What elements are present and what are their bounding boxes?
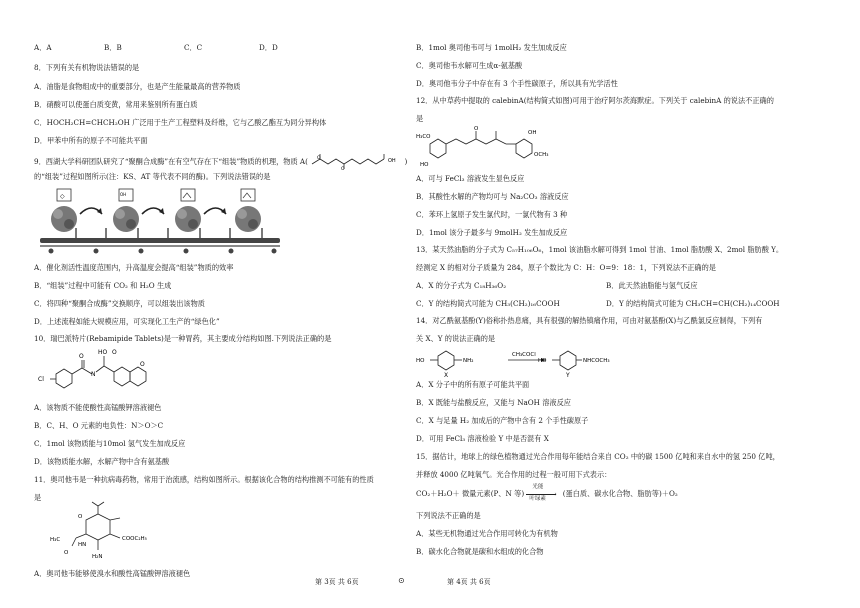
q14-stem: 14．对乙酰氨基酚(Y)俗称扑热息痛，具有很强的解热镇痛作用，可由对氨基酚(X)与乙酰氯反应制得，下列有 bbox=[416, 316, 763, 325]
q11-hn-label: HN bbox=[78, 542, 87, 548]
q13-option-b: B．此天然油脂能与氢气反应 bbox=[606, 281, 698, 290]
cluster1-label: ◇ bbox=[60, 193, 65, 200]
q10-o-label-3: O bbox=[140, 361, 145, 368]
q15-equation bbox=[416, 484, 678, 505]
q10-nh-label: N bbox=[91, 371, 96, 378]
page-footer-right: 第 4页 共 6页 bbox=[447, 578, 491, 586]
q15-option-b: B．碳水化合物就是碳和水组成的化合物 bbox=[416, 547, 544, 556]
q11-stem: 11．奥司他韦是一种抗病毒药物，常用于治流感，结构如图所示。根据该化合物的结构推测不可能有的性质 bbox=[34, 475, 374, 484]
q11-o-label-2: O bbox=[64, 550, 69, 556]
q10-cl-label: Cl bbox=[38, 376, 44, 383]
q12-option-d: D．1mol 该分子最多与 9molH₂ 发生加成反应 bbox=[416, 228, 568, 237]
q9-molecule-a bbox=[310, 154, 402, 170]
q10-option-d: D．该物质能水解，水解产物中含有氨基酸 bbox=[34, 457, 170, 466]
q11-stem-2: 是 bbox=[34, 493, 42, 502]
enzyme-cluster-1 bbox=[51, 189, 77, 232]
enzyme-cluster-2 bbox=[113, 189, 139, 232]
enzyme-cluster-4 bbox=[235, 189, 261, 232]
q8-option-b: B．硝酸可以使蛋白质变黄，常用来鉴别所有蛋白质 bbox=[34, 100, 198, 109]
q8-option-d: D．甲苯中所有的原子不可能共平面 bbox=[34, 136, 148, 145]
q15-eq-right: (蛋白质、碳水化合物、脂肪等)＋O₂ bbox=[562, 489, 678, 498]
q10-o-label-2: O bbox=[112, 349, 117, 356]
q15-option-a: A．某些无机物通过光合作用可转化为有机物 bbox=[416, 529, 558, 538]
q15-eq-bottom: 叶绿素 bbox=[529, 496, 546, 502]
q14-stem-2: 关 X、Y 的说法正确的是 bbox=[416, 334, 496, 343]
q9-option-a: A．催化剂活性温度范围内，升高温度会提高“组装”物质的效率 bbox=[34, 263, 234, 272]
q15-eq-left: CO₂＋H₂O＋ 微量元素(P、N 等) bbox=[416, 489, 525, 498]
q12-option-a: A．可与 FeCl₃ 溶液发生显色反应 bbox=[416, 174, 525, 183]
q14-ho-label-2: HO bbox=[538, 358, 547, 364]
q14-ho-label: HO bbox=[416, 358, 425, 364]
q15-stem-2: 并释放 4000 亿吨氧气。光合作用的过程一般可用下式表示： bbox=[416, 470, 612, 479]
q11-option-b: B．1mol 奥司他韦可与 1molH₂ 发生加成反应 bbox=[416, 43, 567, 52]
q14-option-b: B．X 既能与盐酸反应，又能与 NaOH 溶液反应 bbox=[416, 398, 571, 407]
q11-nh2-label: H₂N bbox=[92, 554, 103, 560]
q12-ho-label: HO bbox=[420, 162, 429, 168]
q10-ho-label: HO bbox=[98, 349, 108, 356]
q7-option-c: C．C bbox=[184, 43, 203, 52]
q8-option-c: C．HOCH₂CH=CHCH₂OH 广泛用于生产工程塑料及纤维，它与乙酸乙酯互为同分异构体 bbox=[34, 118, 327, 127]
q14-nh2-label: NH₂ bbox=[463, 358, 474, 364]
q10-stem: 10．瑞巴派特片(Rebamipide Tablets)是一种胃药，其主要成分结构如图.下列说法正确的是 bbox=[34, 334, 332, 343]
q7-option-a: A．A bbox=[34, 43, 52, 52]
q12-och3-label: OCH₃ bbox=[534, 152, 549, 158]
q13-option-c: C．Y 的结构简式可能为 CH₃(CH₂)₁₆COOH bbox=[416, 299, 560, 308]
q9-stem-a: 9．西湖大学科研团队研究了“聚酮合成酶”在有空气存在下“组装”物质的机理，物质 A( bbox=[34, 157, 308, 166]
q9-oh-label: OH bbox=[388, 158, 396, 164]
q11-o-label: O bbox=[78, 514, 83, 520]
cluster2-oh: OH bbox=[120, 192, 127, 197]
q9-stem-b: ) bbox=[404, 157, 408, 166]
q11-option-a: A．奥司他韦能够使溴水和酸性高锰酸钾溶液褪色 bbox=[34, 569, 191, 578]
q14-reagent: CH₃COCl bbox=[512, 352, 536, 358]
q9-o-label-2: O bbox=[341, 167, 345, 170]
q14-option-a: A．X 分子中的所有原子可能共平面 bbox=[416, 380, 530, 389]
q13-stem: 13．某天然油脂的分子式为 C₅₇H₁₀₆O₆，1mol 该油脂水解可得到 1mol 甘油、1mol 脂肪酸 X、2mol 脂肪酸 Y。 bbox=[416, 245, 784, 254]
q13-option-d: D．Y 的结构简式可能为 CH₃CH=CH(CH₂)₁₄COOH bbox=[606, 299, 780, 308]
q13-option-a: A．X 的分子式为 C₁₈H₃₆O₂ bbox=[416, 281, 507, 290]
q12-o-label: O bbox=[474, 126, 479, 132]
q15-eq-top: 光能 bbox=[532, 484, 544, 490]
q12-oh-label: OH bbox=[528, 130, 537, 136]
q7-option-d: D．D bbox=[259, 43, 278, 52]
q12-option-c: C．苯环上氢原子发生氯代时，一氯代物有 3 种 bbox=[416, 210, 568, 219]
q9-stem-2: 的“组装”过程如图所示(注：KS、AT 等代表不同的酶)。下列说法错误的是 bbox=[34, 172, 271, 181]
q10-option-c: C．1mol 该物质能与10mol 氢气发生加成反应 bbox=[34, 439, 186, 448]
q12-stem-2: 是 bbox=[416, 114, 424, 123]
q11-ester-label: COOC₂H₅ bbox=[122, 536, 147, 542]
q10-o-label: O bbox=[79, 353, 84, 360]
q9-option-c: C．将四种“聚酮合成酶”交换顺序，可以组装出该物质 bbox=[34, 299, 205, 308]
q11-option-c: C．奥司他韦水解可生成α-氨基酸 bbox=[416, 61, 523, 70]
enzyme-cluster-3 bbox=[175, 189, 201, 232]
q13-stem-2: 经测定 X 的相对分子质量为 284，原子个数比为 C：H：O=9：18：1，下列说法不正确的是 bbox=[416, 263, 716, 272]
q12-stem: 12．从中草药中提取的 calebinA(结构简式如图)可用于治疗阿尔茨海默症。下列关于 calebinA 的说法不正确的 bbox=[416, 96, 774, 105]
q9-option-d: D．上述流程如能大规模应用，可实现化工生产的“绿色化” bbox=[34, 317, 220, 326]
q14-x-label: X bbox=[444, 372, 449, 378]
q14-nhcoch3-label: NHCOCH₃ bbox=[583, 358, 610, 364]
q11-h3c-label: H₃C bbox=[50, 537, 61, 543]
q10-option-a: A．该物质不能使酸性高锰酸钾溶液褪色 bbox=[34, 403, 162, 412]
q14-option-d: D．可用 FeCl₃ 溶液检验 Y 中是否混有 X bbox=[416, 434, 549, 443]
q9-assembly-diagram bbox=[36, 184, 286, 260]
q14-reaction bbox=[416, 344, 646, 378]
q10-molecule bbox=[36, 344, 186, 400]
q15-eq-arrow: 光能 › 叶绿素 bbox=[526, 487, 560, 501]
q15-stem: 15．据估计，地球上的绿色植物通过光合作用每年能结合来自 CO₂ 中的碳 1500 亿吨和来自水中的氢 250 亿吨， bbox=[416, 452, 780, 461]
q8-option-a: A．油脂是食物组成中的重要部分，也是产生能量最高的营养物质 bbox=[34, 82, 241, 91]
q9-stem bbox=[34, 154, 407, 170]
q7-option-b: B．B bbox=[104, 43, 122, 52]
q9-option-b: B．“组装”过程中可能有 CO₂ 和 H₂O 生成 bbox=[34, 281, 172, 290]
q9-o-label: O bbox=[317, 156, 321, 161]
q11-molecule bbox=[34, 498, 184, 566]
q10-option-b: B．C、H、O 元素的电负性：N＞O＞C bbox=[34, 421, 164, 430]
q12-option-b: B．其酸性水解的产物均可与 Na₂CO₃ 溶液反应 bbox=[416, 192, 569, 201]
q12-h3co-label: H₃CO bbox=[416, 134, 431, 140]
center-mark: ⊙ bbox=[398, 576, 405, 585]
q11-option-d: D．奥司他韦分子中存在有 3 个手性碳原子，所以具有光学活性 bbox=[416, 79, 618, 88]
q15-stem-3: 下列说法不正确的是 bbox=[416, 511, 481, 520]
page-footer-left: 第 3页 共 6页 bbox=[315, 578, 359, 586]
q14-y-label: Y bbox=[566, 372, 570, 378]
q14-option-c: C．X 与足量 H₂ 加成后的产物中含有 2 个手性碳原子 bbox=[416, 416, 589, 425]
q12-molecule bbox=[416, 122, 586, 174]
q8-stem: 8．下列有关有机物说法错误的是 bbox=[34, 63, 140, 72]
